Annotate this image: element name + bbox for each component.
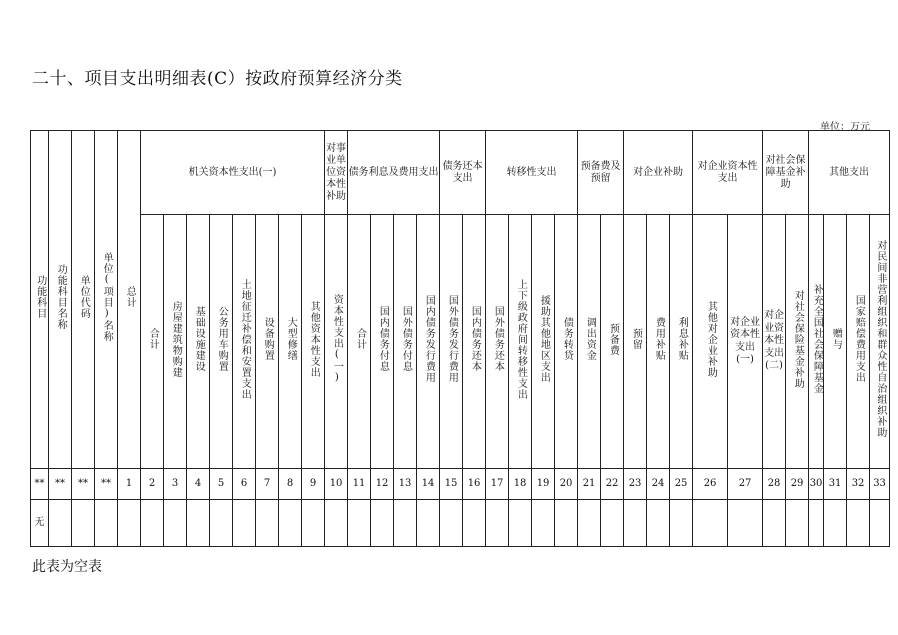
data-cell <box>95 500 118 547</box>
sub-col-header: 预备费 <box>601 215 624 469</box>
number-cell: 12 <box>371 469 394 500</box>
data-cell <box>601 500 624 547</box>
number-row <box>31 469 890 500</box>
data-cell <box>693 500 728 547</box>
sub-col-header: 国内债务还本 <box>463 215 486 469</box>
number-cell: 28 <box>763 469 786 500</box>
data-cell <box>847 500 870 547</box>
sub-col-header: 对企业资本性支出(二) <box>763 215 786 469</box>
data-cell <box>532 500 555 547</box>
number-cell: 18 <box>509 469 532 500</box>
number-cell: 16 <box>463 469 486 500</box>
sub-col-header: 国内债务付息 <box>371 215 394 469</box>
sub-col-header: 设备购置 <box>256 215 279 469</box>
data-cell <box>141 500 164 547</box>
data-cell <box>394 500 417 547</box>
sub-col-header: 合计 <box>348 215 371 469</box>
number-cell: 31 <box>824 469 847 500</box>
data-cell <box>809 500 824 547</box>
sub-col-header: 国外债务还本 <box>486 215 509 469</box>
data-cell <box>348 500 371 547</box>
number-cell: 10 <box>325 469 348 500</box>
data-cell <box>164 500 187 547</box>
group-header: 债务利息及费用支出 <box>348 131 440 215</box>
number-cell: 2 <box>141 469 164 500</box>
unit-label: 单位：万元 <box>820 122 870 133</box>
number-cell: 20 <box>555 469 578 500</box>
data-cell <box>210 500 233 547</box>
number-cell: 33 <box>870 469 890 500</box>
data-cell <box>624 500 647 547</box>
number-cell: 25 <box>670 469 693 500</box>
data-cell <box>763 500 786 547</box>
number-cell: 32 <box>847 469 870 500</box>
group-header: 机关资本性支出(一) <box>141 131 325 215</box>
col-header: 单位代码 <box>72 131 95 469</box>
page-title: 二十、项目支出明细表(C）按政府预算经济分类 <box>32 69 403 89</box>
data-cell <box>187 500 210 547</box>
sub-col-header: 其他资本性支出 <box>302 215 325 469</box>
sub-col-header: 补充全国社会保障基金 <box>809 215 824 469</box>
number-cell: 29 <box>786 469 809 500</box>
data-cell <box>728 500 763 547</box>
sub-col-header: 国外债务发行费用 <box>440 215 463 469</box>
data-cell <box>555 500 578 547</box>
group-header: 对事业单位资本性补助 <box>325 131 348 215</box>
number-cell: ** <box>95 469 118 500</box>
data-cell <box>49 500 72 547</box>
data-cell <box>440 500 463 547</box>
number-cell: 11 <box>348 469 371 500</box>
sub-col-header: 其他对企业补助 <box>693 215 728 469</box>
data-cell <box>302 500 325 547</box>
number-cell: 21 <box>578 469 601 500</box>
number-cell: 4 <box>187 469 210 500</box>
sub-col-header: 国外债务付息 <box>394 215 417 469</box>
sub-col-header: 对民间非营利组织和群众性自治组织补助 <box>870 215 890 469</box>
sub-col-header: 公务用车购置 <box>210 215 233 469</box>
group-header: 转移性支出 <box>486 131 578 215</box>
empty-table-note: 此表为空表 <box>32 559 102 575</box>
sub-col-header: 预留 <box>624 215 647 469</box>
sub-col-header: 合计 <box>141 215 164 469</box>
data-cell <box>279 500 302 547</box>
number-cell: 17 <box>486 469 509 500</box>
data-row <box>31 500 890 547</box>
sub-col-header: 大型修缮 <box>279 215 302 469</box>
group-header: 债务还本支出 <box>440 131 486 215</box>
number-cell: 23 <box>624 469 647 500</box>
number-cell: 5 <box>210 469 233 500</box>
sub-col-header: 对企业资本性支出(一) <box>728 215 763 469</box>
data-cell: 无 <box>31 500 49 547</box>
data-cell <box>371 500 394 547</box>
number-cell: ** <box>49 469 72 500</box>
group-header-row <box>31 131 890 215</box>
number-cell: 22 <box>601 469 624 500</box>
number-cell: 14 <box>417 469 440 500</box>
number-cell: 15 <box>440 469 463 500</box>
data-cell <box>824 500 847 547</box>
col-header: 功能科目 <box>31 131 49 469</box>
sub-col-header: 房屋建筑物购建 <box>164 215 187 469</box>
number-cell: 27 <box>728 469 763 500</box>
sub-col-header: 援助其他地区支出 <box>532 215 555 469</box>
number-cell: 8 <box>279 469 302 500</box>
number-cell: 19 <box>532 469 555 500</box>
data-cell <box>509 500 532 547</box>
sub-col-header: 利息补贴 <box>670 215 693 469</box>
number-cell: 1 <box>118 469 141 500</box>
data-cell <box>325 500 348 547</box>
budget-table <box>30 130 890 547</box>
sub-col-header: 对社会保险基金补助 <box>786 215 809 469</box>
group-header: 预备费及预留 <box>578 131 624 215</box>
number-cell: ** <box>72 469 95 500</box>
col-header: 单位(项目)名称 <box>95 131 118 469</box>
col-header: 总计 <box>118 131 141 469</box>
number-cell: ** <box>31 469 49 500</box>
group-header: 对企业补助 <box>624 131 693 215</box>
number-cell: 7 <box>256 469 279 500</box>
data-cell <box>72 500 95 547</box>
data-cell <box>233 500 256 547</box>
data-cell <box>463 500 486 547</box>
sub-col-header: 赠与 <box>824 215 847 469</box>
data-cell <box>870 500 890 547</box>
number-cell: 24 <box>647 469 670 500</box>
sub-col-header: 上下级政府间转移性支出 <box>509 215 532 469</box>
sub-col-header: 基础设施建设 <box>187 215 210 469</box>
number-cell: 9 <box>302 469 325 500</box>
data-cell <box>670 500 693 547</box>
group-header: 其他支出 <box>809 131 890 215</box>
data-cell <box>486 500 509 547</box>
data-cell <box>417 500 440 547</box>
data-cell <box>118 500 141 547</box>
sub-col-header: 调出资金 <box>578 215 601 469</box>
number-cell: 13 <box>394 469 417 500</box>
number-cell: 26 <box>693 469 728 500</box>
col-header: 功能科目名称 <box>49 131 72 469</box>
sub-col-header: 国内债务发行费用 <box>417 215 440 469</box>
data-cell <box>578 500 601 547</box>
data-cell <box>786 500 809 547</box>
data-cell <box>256 500 279 547</box>
group-header: 对企业资本性支出 <box>693 131 763 215</box>
sub-col-header: 资本性支出(一) <box>325 215 348 469</box>
number-cell: 3 <box>164 469 187 500</box>
sub-col-header: 费用补贴 <box>647 215 670 469</box>
data-cell <box>647 500 670 547</box>
sub-col-header: 债务转贷 <box>555 215 578 469</box>
sub-col-header: 国家赔偿费用支出 <box>847 215 870 469</box>
number-cell: 6 <box>233 469 256 500</box>
sub-header-row <box>31 215 890 469</box>
sub-col-header: 土地征迁补偿和安置支出 <box>233 215 256 469</box>
number-cell: 30 <box>809 469 824 500</box>
group-header: 对社会保障基金补助 <box>763 131 809 215</box>
